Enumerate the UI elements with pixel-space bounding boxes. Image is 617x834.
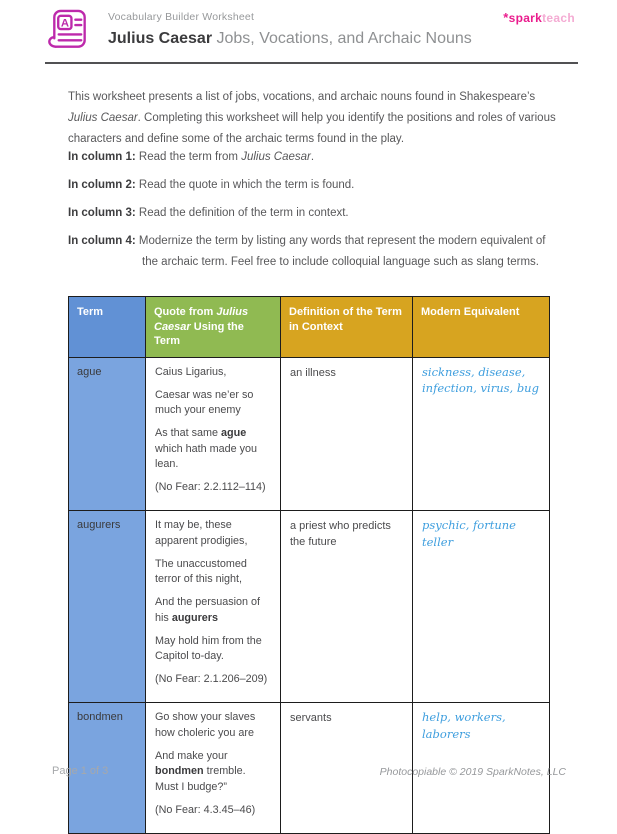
definition-cell: an illness bbox=[281, 357, 413, 511]
term-cell: bondmen bbox=[69, 703, 146, 834]
quote-line: Caius Ligarius, bbox=[155, 365, 227, 378]
page-header bbox=[45, 6, 472, 54]
page-subtitle: Jobs, Vocations, and Archaic Nouns bbox=[212, 30, 472, 47]
column-header: Definition of the Term in Context bbox=[281, 297, 413, 358]
table-body bbox=[69, 357, 550, 833]
quote-line: (No Fear: 2.1.206–209) bbox=[155, 673, 268, 685]
definition-cell: servants bbox=[281, 703, 413, 834]
quote-line: It may be, these apparent prodigies, bbox=[155, 519, 248, 547]
table-row bbox=[69, 511, 550, 703]
term-cell: augurers bbox=[69, 511, 146, 703]
instruction-item: In column 4: Modernize the term by listing any words that represent the modern equivalent of the archaic term. Feel free to include colloquial language such as slang terms. bbox=[68, 235, 546, 268]
spark-asterisk-icon: * bbox=[503, 10, 509, 25]
quote-line: Caesar was ne’er so much your enemy bbox=[155, 388, 254, 416]
svg-text:A: A bbox=[60, 17, 69, 30]
table-header-row bbox=[69, 297, 550, 358]
quote-line: (No Fear: 2.2.112–114) bbox=[155, 481, 266, 493]
term-cell: ague bbox=[69, 357, 146, 511]
quote-cell bbox=[146, 511, 281, 703]
worksheet-scroll-icon bbox=[45, 6, 92, 54]
instruction-item: In column 3: Read the definition of the term in context. bbox=[68, 207, 349, 219]
brand-spark: spark bbox=[508, 11, 543, 25]
instructions bbox=[68, 147, 560, 280]
page-number: Page 1 of 3 bbox=[52, 765, 109, 777]
modern-equivalent-cell: psychic, fortune teller bbox=[413, 511, 550, 703]
quote-line: (No Fear: 4.3.45–46) bbox=[155, 803, 256, 816]
column-header: Term bbox=[69, 297, 146, 358]
definition-cell: a priest who predicts the future bbox=[281, 511, 413, 703]
vocabulary-table bbox=[68, 296, 550, 834]
brand-teach: teach bbox=[542, 11, 575, 25]
header-divider bbox=[45, 62, 578, 64]
play-title: Julius Caesar bbox=[108, 30, 213, 47]
modern-equivalent-cell: help, workers, laborers bbox=[413, 703, 550, 834]
quote-cell bbox=[146, 357, 281, 511]
quote-line: May hold him from the Capitol to-day. bbox=[155, 634, 262, 662]
column-header: Quote from Julius Caesar Using the Term bbox=[146, 297, 281, 358]
worksheet-type-label: Vocabulary Builder Worksheet bbox=[108, 11, 255, 23]
table-row bbox=[69, 357, 550, 511]
sparkteach-logo bbox=[503, 10, 575, 25]
intro-paragraph: This worksheet presents a list of jobs, vocations, and archaic nouns found in Shakespeare’s Julius Caesar. Completing this worksheet will help you identify the positions and roles of various characters and define some of the archaic terms found in the play. bbox=[68, 91, 556, 145]
quote-line: And the persuasion of his augurers bbox=[155, 596, 261, 624]
header-titles bbox=[108, 6, 472, 48]
copyright-notice: Photocopiable © 2019 SparkNotes, LLC bbox=[379, 766, 566, 778]
column-header: Modern Equivalent bbox=[413, 297, 550, 358]
instruction-item: In column 1: Read the term from Julius Caesar. bbox=[68, 151, 315, 163]
quote-line: As that same ague which hath made you lean. bbox=[155, 427, 258, 470]
instruction-item: In column 2: Read the quote in which the term is found. bbox=[68, 179, 355, 191]
modern-equivalent-cell: sickness, disease, infection, virus, bug bbox=[413, 357, 550, 511]
quote-line: And make your bondmen tremble. Must I budge?” bbox=[155, 749, 246, 793]
page-title bbox=[108, 30, 472, 48]
quote-line: The unaccustomed terror of this night, bbox=[155, 557, 247, 585]
quote-line: Go show your slaves how choleric you are bbox=[155, 711, 256, 739]
quote-cell bbox=[146, 703, 281, 834]
